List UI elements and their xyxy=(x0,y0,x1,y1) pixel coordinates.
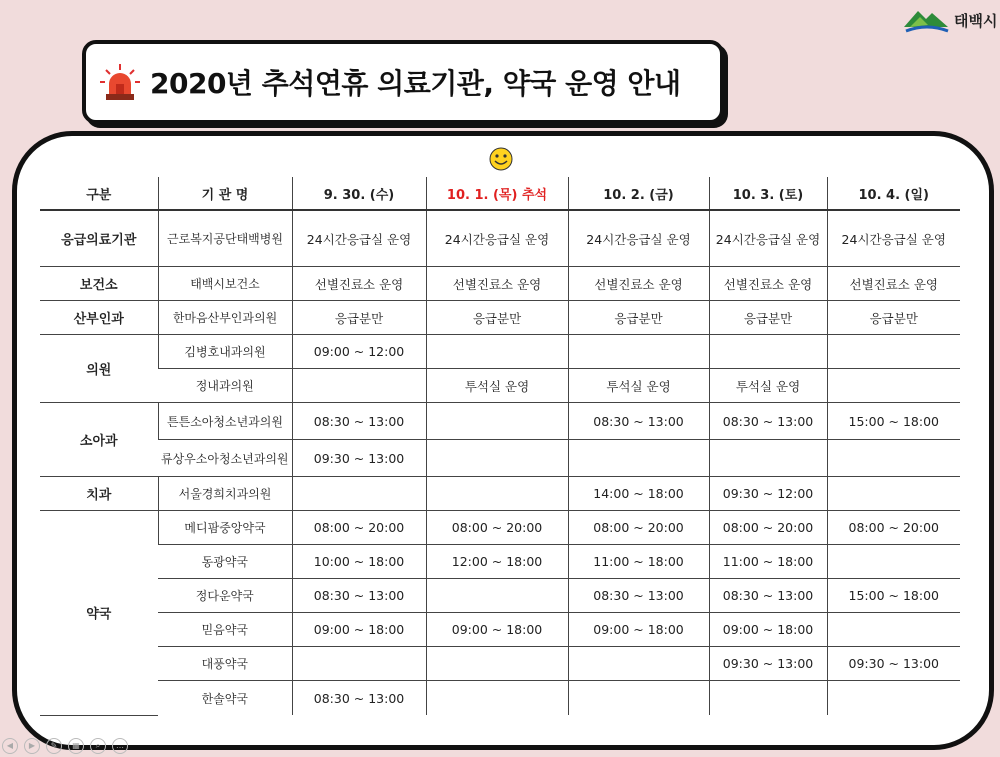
schedule-cell xyxy=(426,579,568,613)
schedule-cell: 선별진료소 운영 xyxy=(292,267,426,301)
schedule-cell xyxy=(827,335,960,369)
schedule-cell xyxy=(709,440,827,477)
schedule-cell xyxy=(568,440,709,477)
header-date-5: 10. 4. (일) xyxy=(827,177,960,210)
category-cell: 소아과 xyxy=(40,403,158,477)
table-row xyxy=(40,210,960,267)
header-date-2-holiday: 10. 1. (목) 추석 xyxy=(426,177,568,210)
city-logo-icon xyxy=(902,5,952,35)
schedule-cell xyxy=(709,335,827,369)
header-date-1: 9. 30. (수) xyxy=(292,177,426,210)
schedule-cell: 09:00 ~ 18:00 xyxy=(709,613,827,647)
schedule-table xyxy=(40,177,960,716)
schedule-cell: 투석실 운영 xyxy=(568,369,709,403)
table-row xyxy=(40,335,960,369)
table-row xyxy=(40,301,960,335)
schedule-cell: 24시간응급실 운영 xyxy=(426,210,568,267)
schedule-cell: 09:00 ~ 18:00 xyxy=(292,613,426,647)
city-logo-text: 태백시 xyxy=(954,11,998,30)
schedule-cell: 선별진료소 운영 xyxy=(426,267,568,301)
institution-cell: 동광약국 xyxy=(158,545,292,579)
header-institution: 기 관 명 xyxy=(158,177,292,210)
schedule-cell: 09:30 ~ 12:00 xyxy=(709,477,827,511)
schedule-cell: 11:00 ~ 18:00 xyxy=(568,545,709,579)
schedule-cell: 응급분만 xyxy=(827,301,960,335)
category-cell: 약국 xyxy=(40,511,158,716)
table-row xyxy=(40,477,960,511)
siren-icon xyxy=(98,62,142,102)
schedule-cell: 12:00 ~ 18:00 xyxy=(426,545,568,579)
schedule-cell: 08:00 ~ 20:00 xyxy=(292,511,426,545)
title-box xyxy=(82,40,724,124)
city-logo xyxy=(902,4,998,36)
header-category: 구분 xyxy=(40,177,158,210)
schedule-cell: 선별진료소 운영 xyxy=(709,267,827,301)
institution-cell: 김병호내과의원 xyxy=(158,335,292,369)
schedule-cell: 15:00 ~ 18:00 xyxy=(827,579,960,613)
schedule-cell: 08:30 ~ 13:00 xyxy=(292,681,426,716)
table-row xyxy=(40,545,960,579)
schedule-cell xyxy=(568,647,709,681)
category-cell: 보건소 xyxy=(40,267,158,301)
header-row xyxy=(40,177,960,210)
schedule-cell xyxy=(709,681,827,716)
institution-cell: 메디팜중앙약국 xyxy=(158,511,292,545)
schedule-cell xyxy=(827,477,960,511)
schedule-cell xyxy=(568,335,709,369)
institution-cell: 대풍약국 xyxy=(158,647,292,681)
institution-cell: 정내과의원 xyxy=(158,369,292,403)
schedule-cell: 08:30 ~ 13:00 xyxy=(568,579,709,613)
schedule-cell: 09:30 ~ 13:00 xyxy=(292,440,426,477)
schedule-cell xyxy=(426,681,568,716)
category-cell: 치과 xyxy=(40,477,158,511)
table-row xyxy=(40,579,960,613)
schedule-cell: 14:00 ~ 18:00 xyxy=(568,477,709,511)
institution-cell: 정다운약국 xyxy=(158,579,292,613)
schedule-cell: 15:00 ~ 18:00 xyxy=(827,403,960,440)
slide-toolbar xyxy=(2,738,128,754)
schedule-cell: 24시간응급실 운영 xyxy=(827,210,960,267)
schedule-cell xyxy=(292,369,426,403)
schedule-cell: 08:30 ~ 13:00 xyxy=(292,403,426,440)
institution-cell: 믿음약국 xyxy=(158,613,292,647)
schedule-cell: 투석실 운영 xyxy=(709,369,827,403)
schedule-cell: 응급분만 xyxy=(426,301,568,335)
institution-cell: 서울경희치과의원 xyxy=(158,477,292,511)
schedule-cell xyxy=(827,613,960,647)
next-slide-icon[interactable]: ▶ xyxy=(24,738,40,754)
pen-icon[interactable]: ✎ xyxy=(46,738,62,754)
smiley-icon xyxy=(488,146,514,172)
schedule-cell: 08:00 ~ 20:00 xyxy=(426,511,568,545)
schedule-cell: 09:30 ~ 13:00 xyxy=(709,647,827,681)
schedule-cell: 10:00 ~ 18:00 xyxy=(292,545,426,579)
schedule-cell: 24시간응급실 운영 xyxy=(709,210,827,267)
table-row xyxy=(40,369,960,403)
schedule-cell: 응급분만 xyxy=(709,301,827,335)
schedule-cell: 09:00 ~ 18:00 xyxy=(568,613,709,647)
schedule-cell xyxy=(426,335,568,369)
category-cell: 응급의료기관 xyxy=(40,210,158,267)
schedule-cell: 선별진료소 운영 xyxy=(568,267,709,301)
schedule-cell: 11:00 ~ 18:00 xyxy=(709,545,827,579)
schedule-cell xyxy=(827,440,960,477)
table-row xyxy=(40,511,960,545)
schedule-cell xyxy=(426,477,568,511)
table-row xyxy=(40,267,960,301)
header-date-3: 10. 2. (금) xyxy=(568,177,709,210)
schedule-cell xyxy=(827,369,960,403)
schedule-cell xyxy=(292,647,426,681)
zoom-icon[interactable]: ⌕ xyxy=(90,738,106,754)
schedule-cell: 09:00 ~ 18:00 xyxy=(426,613,568,647)
schedule-cell xyxy=(426,403,568,440)
table-row xyxy=(40,403,960,440)
table-row xyxy=(40,647,960,681)
table-row xyxy=(40,440,960,477)
schedule-cell: 08:30 ~ 13:00 xyxy=(568,403,709,440)
institution-cell: 류상우소아청소년과의원 xyxy=(158,440,292,477)
more-icon[interactable]: … xyxy=(112,738,128,754)
category-cell: 산부인과 xyxy=(40,301,158,335)
schedule-cell xyxy=(827,545,960,579)
institution-cell: 튼튼소아청소년과의원 xyxy=(158,403,292,440)
schedule-cell: 08:30 ~ 13:00 xyxy=(709,579,827,613)
schedule-cell: 09:00 ~ 12:00 xyxy=(292,335,426,369)
institution-cell: 한솔약국 xyxy=(201,691,248,706)
schedule-cell: 08:00 ~ 20:00 xyxy=(568,511,709,545)
schedule-cell: 선별진료소 운영 xyxy=(827,267,960,301)
schedule-cell xyxy=(292,477,426,511)
schedule-cell xyxy=(568,681,709,716)
schedule-cell xyxy=(827,681,960,716)
schedule-cell: 08:30 ~ 13:00 xyxy=(292,579,426,613)
institution-cell: 한마음산부인과의원 xyxy=(158,301,292,335)
schedule-cell xyxy=(426,647,568,681)
schedule-cell: 투석실 운영 xyxy=(426,369,568,403)
slides-icon[interactable]: ▦ xyxy=(68,738,84,754)
header-date-4: 10. 3. (토) xyxy=(709,177,827,210)
schedule-cell: 08:30 ~ 13:00 xyxy=(709,403,827,440)
schedule-cell: 09:30 ~ 13:00 xyxy=(827,647,960,681)
institution-cell: 근로복지공단태백병원 xyxy=(158,210,292,267)
schedule-cell xyxy=(426,440,568,477)
schedule-cell: 응급분만 xyxy=(292,301,426,335)
prev-slide-icon[interactable]: ◀ xyxy=(2,738,18,754)
schedule-cell: 08:00 ~ 20:00 xyxy=(709,511,827,545)
category-cell: 의원 xyxy=(40,335,158,403)
institution-cell: 태백시보건소 xyxy=(158,267,292,301)
table-row xyxy=(40,681,960,716)
schedule-cell: 응급분만 xyxy=(568,301,709,335)
schedule-cell: 24시간응급실 운영 xyxy=(568,210,709,267)
page-title: 2020년 추석연휴 의료기관, 약국 운영 안내 xyxy=(150,67,681,100)
schedule-cell: 24시간응급실 운영 xyxy=(292,210,426,267)
schedule-cell: 08:00 ~ 20:00 xyxy=(827,511,960,545)
table-row xyxy=(40,613,960,647)
